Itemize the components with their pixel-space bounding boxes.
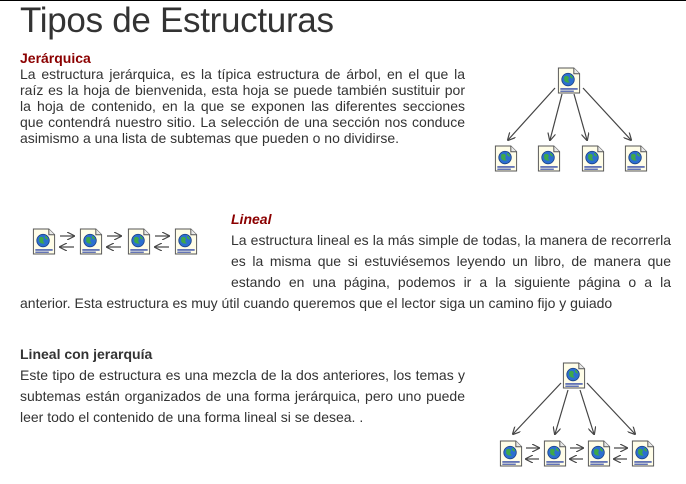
page-title: Tipos de Estructuras xyxy=(20,1,334,40)
web-page-icon xyxy=(544,441,565,466)
text-lineal-block xyxy=(20,230,671,314)
text-jerarquica: La estructura jerárquica, es la típica estructura de árbol, en el que la raíz es la hoja de bienvenida, esta hoja se puede también sustituir por la hoja de contenido, en la que se exponen las diferentes secciones que contendrá nuestro sitio. La selección de una sección nos conduce asimismo a una lista de subtemas que pueden o no dividirse. xyxy=(20,66,465,146)
web-page-icon xyxy=(563,363,584,388)
text-lineal: La estructura lineal es la más simple de todas, la manera de recorrerla es la misma que si estuviésemos leyendo un libro, de manera que estando en una página, podemos ir a la siguiente página o a la anterior. Esta estructura es muy útil cuando queremos que el lector siga un camino fijo y guiado xyxy=(20,232,671,311)
web-page-icon xyxy=(582,146,603,171)
heading-lineal: Lineal xyxy=(231,211,272,227)
web-page-icon xyxy=(495,146,516,171)
web-page-icon xyxy=(632,441,653,466)
web-page-icon xyxy=(538,146,559,171)
heading-lineal-jerarquia: Lineal con jerarquía xyxy=(20,346,153,362)
linear-diagram-spacer xyxy=(20,230,231,293)
web-page-icon xyxy=(558,68,579,93)
web-page-icon xyxy=(588,441,609,466)
heading-jerarquica: Jerárquica xyxy=(20,50,91,66)
text-lineal-jerarquia: Este tipo de estructura es una mezcla de la dos anteriores, los temas y subtemas están organizados de una forma jerárquica, pero uno puede leer todo el contenido de una forma lineal si se desea. . xyxy=(20,367,465,425)
web-page-icon xyxy=(625,146,646,171)
web-page-icon xyxy=(500,441,521,466)
diagram-mixed xyxy=(500,363,653,466)
